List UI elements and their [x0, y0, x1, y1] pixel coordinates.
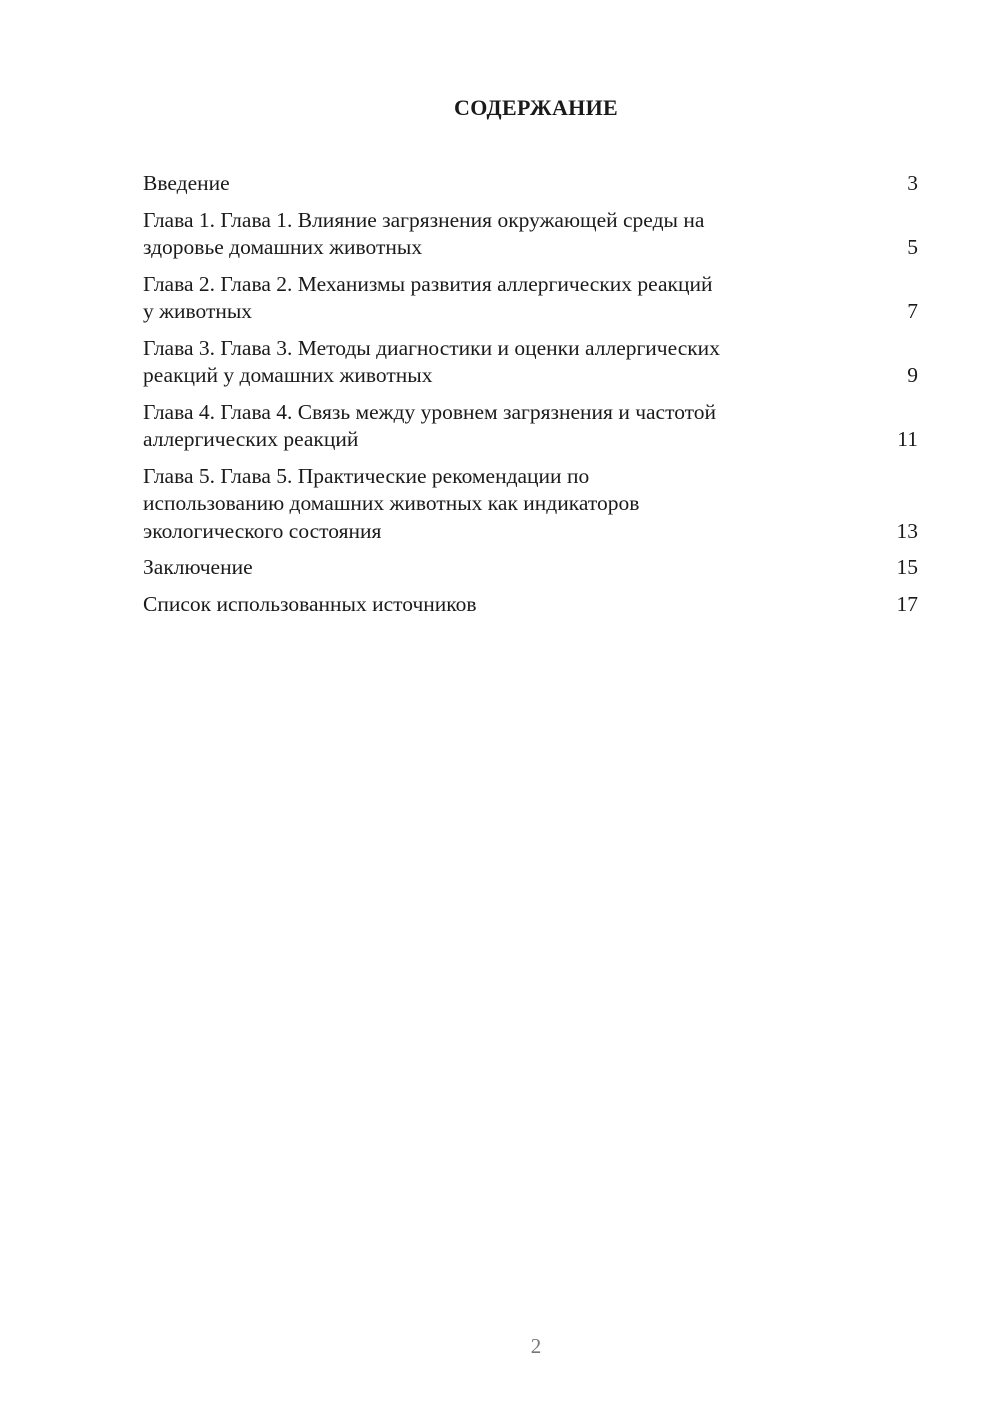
toc-entry-page: 17: [896, 591, 918, 616]
toc-entry-introduction: [143, 170, 918, 198]
toc-list: [143, 170, 918, 627]
toc-entry-page: 5: [907, 235, 918, 259]
toc-entry-chapter-4: [143, 399, 918, 454]
toc-entry-page: 7: [907, 299, 918, 323]
toc-entry-text: Глава 1. Глава 1. Влияние загрязнения окружающей среды на здоровье домашних животных: [143, 207, 705, 259]
toc-title: СОДЕРЖАНИЕ: [454, 95, 618, 120]
toc-entry-text: Заключение: [143, 555, 253, 579]
toc-entry-conclusion: [143, 554, 918, 582]
toc-entry-chapter-1: [143, 207, 918, 262]
toc-entry-chapter-2: [143, 271, 918, 326]
toc-entry-text: Глава 2. Глава 2. Механизмы развития аллергических реакций у животных: [143, 271, 713, 323]
toc-entry-text: Глава 3. Глава 3. Методы диагностики и оценки аллергических реакций у домашних животных: [143, 335, 720, 387]
toc-entry-text: Глава 5. Глава 5. Практические рекомендации по использованию домашних животных как индикаторов экологического состояния: [143, 463, 640, 543]
toc-entry-chapter-3: [143, 335, 918, 390]
toc-entry-references: [143, 591, 918, 619]
page-number: 2: [530, 1334, 542, 1358]
toc-entry-page: 9: [907, 363, 918, 387]
toc-entry-chapter-5: [143, 463, 918, 546]
toc-entry-page: 11: [897, 427, 918, 451]
toc-entry-text: Список использованных источников: [143, 591, 477, 616]
toc-entry-page: 3: [907, 171, 918, 195]
toc-entry-text: Глава 4. Глава 4. Связь между уровнем загрязнения и частотой аллергических реакций: [143, 399, 717, 451]
toc-entry-page: 15: [896, 555, 918, 579]
toc-entry-text: Введение: [143, 171, 230, 195]
toc-entry-page: 13: [896, 518, 918, 543]
